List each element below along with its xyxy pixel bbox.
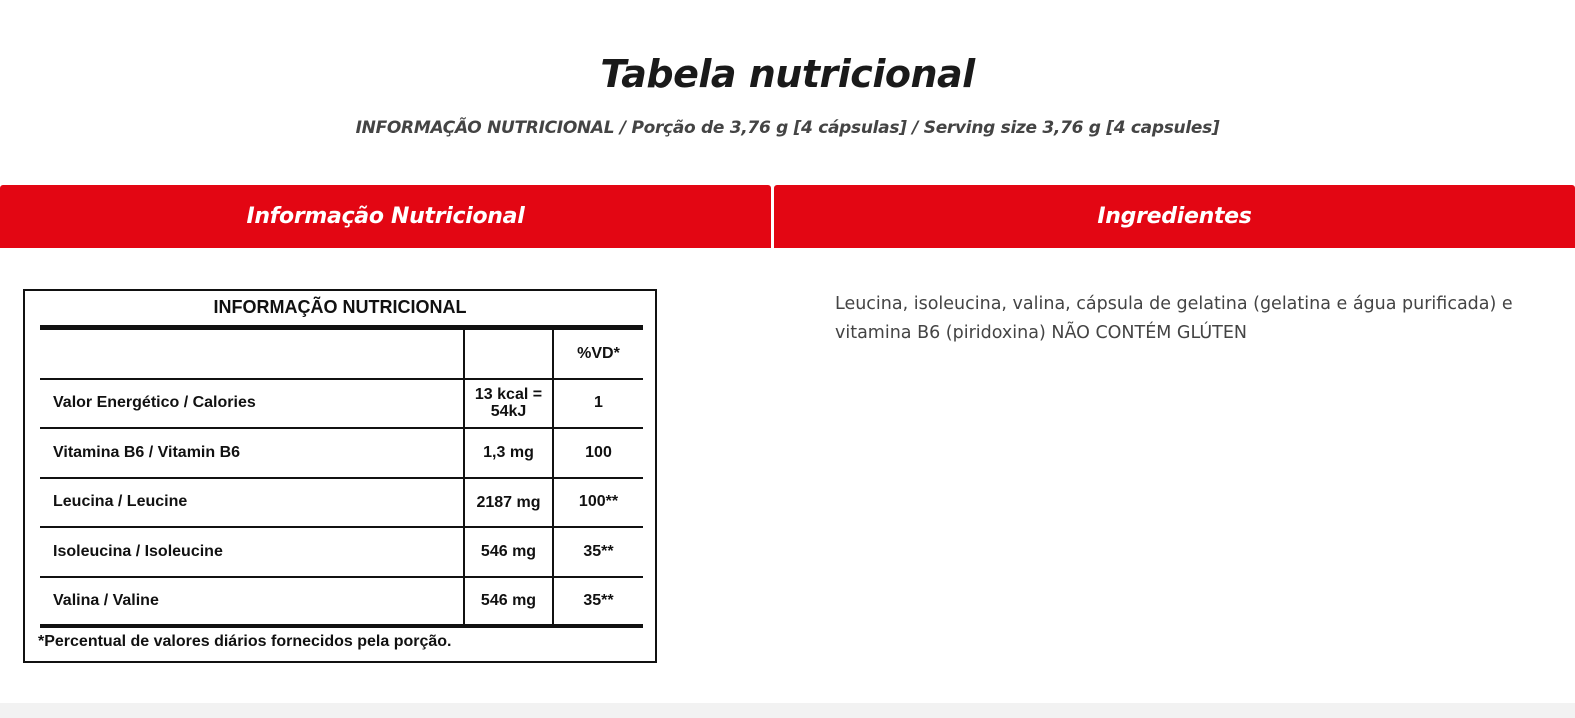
vd-header: %VD* [553,328,643,379]
table-row [40,478,643,528]
nutrient-vd: 100 [553,428,643,478]
nutrient-vd: 35** [553,577,643,627]
tab-label: Ingredientes [1097,204,1252,229]
nutrient-amount: 546 mg [464,577,553,627]
nutrient-amount: 1,3 mg [464,428,553,478]
nutrient-name: Vitamina B6 / Vitamin B6 [40,428,464,478]
header-cell-empty [40,328,464,379]
nutrient-name: Valina / Valine [53,591,159,609]
nutrient-vd: 1 [553,379,643,429]
nutrition-heading: INFORMAÇÃO NUTRICIONAL [213,297,467,317]
page-subtitle: INFORMAÇÃO NUTRICIONAL / Porção de 3,76 g [4 cápsulas] / Serving size 3,76 g [4 capsules] [355,118,1220,138]
nutrient-amount: 2187 mg [464,478,553,528]
nutrient-amount: 13 kcal = 54kJ [464,379,553,429]
tab-ingredientes[interactable] [774,185,1575,248]
nutrient-vd: 100** [553,478,643,528]
table-row [40,577,643,627]
nutrition-footnote: *Percentual de valores diários fornecidos pela porção. [38,633,452,650]
table-row [40,379,643,429]
nutrition-table [40,325,643,628]
tab-informacao-nutricional[interactable] [0,185,771,248]
header-cell-empty [464,328,553,379]
nutrition-facts-panel [23,289,657,663]
ingredients-text: Leucina, isoleucina, valina, cápsula de gelatina (gelatina e água purificada) e vitamina B6 (piridoxina) NÃO CONTÉM GLÚTEN [835,294,1513,343]
nutrient-vd: 35** [553,527,643,577]
tab-label: Informação Nutricional [246,204,525,229]
footer-strip [0,703,1575,718]
table-row [40,527,643,577]
nutrient-name: Isoleucina / Isoleucine [40,527,464,577]
nutrient-amount: 546 mg [464,527,553,577]
table-header-row [40,328,643,379]
nutrient-name: Valor Energético / Calories [40,379,464,429]
table-row [40,428,643,478]
nutrient-name: Leucina / Leucine [40,478,464,528]
page-title: Tabela nutricional [600,52,975,96]
